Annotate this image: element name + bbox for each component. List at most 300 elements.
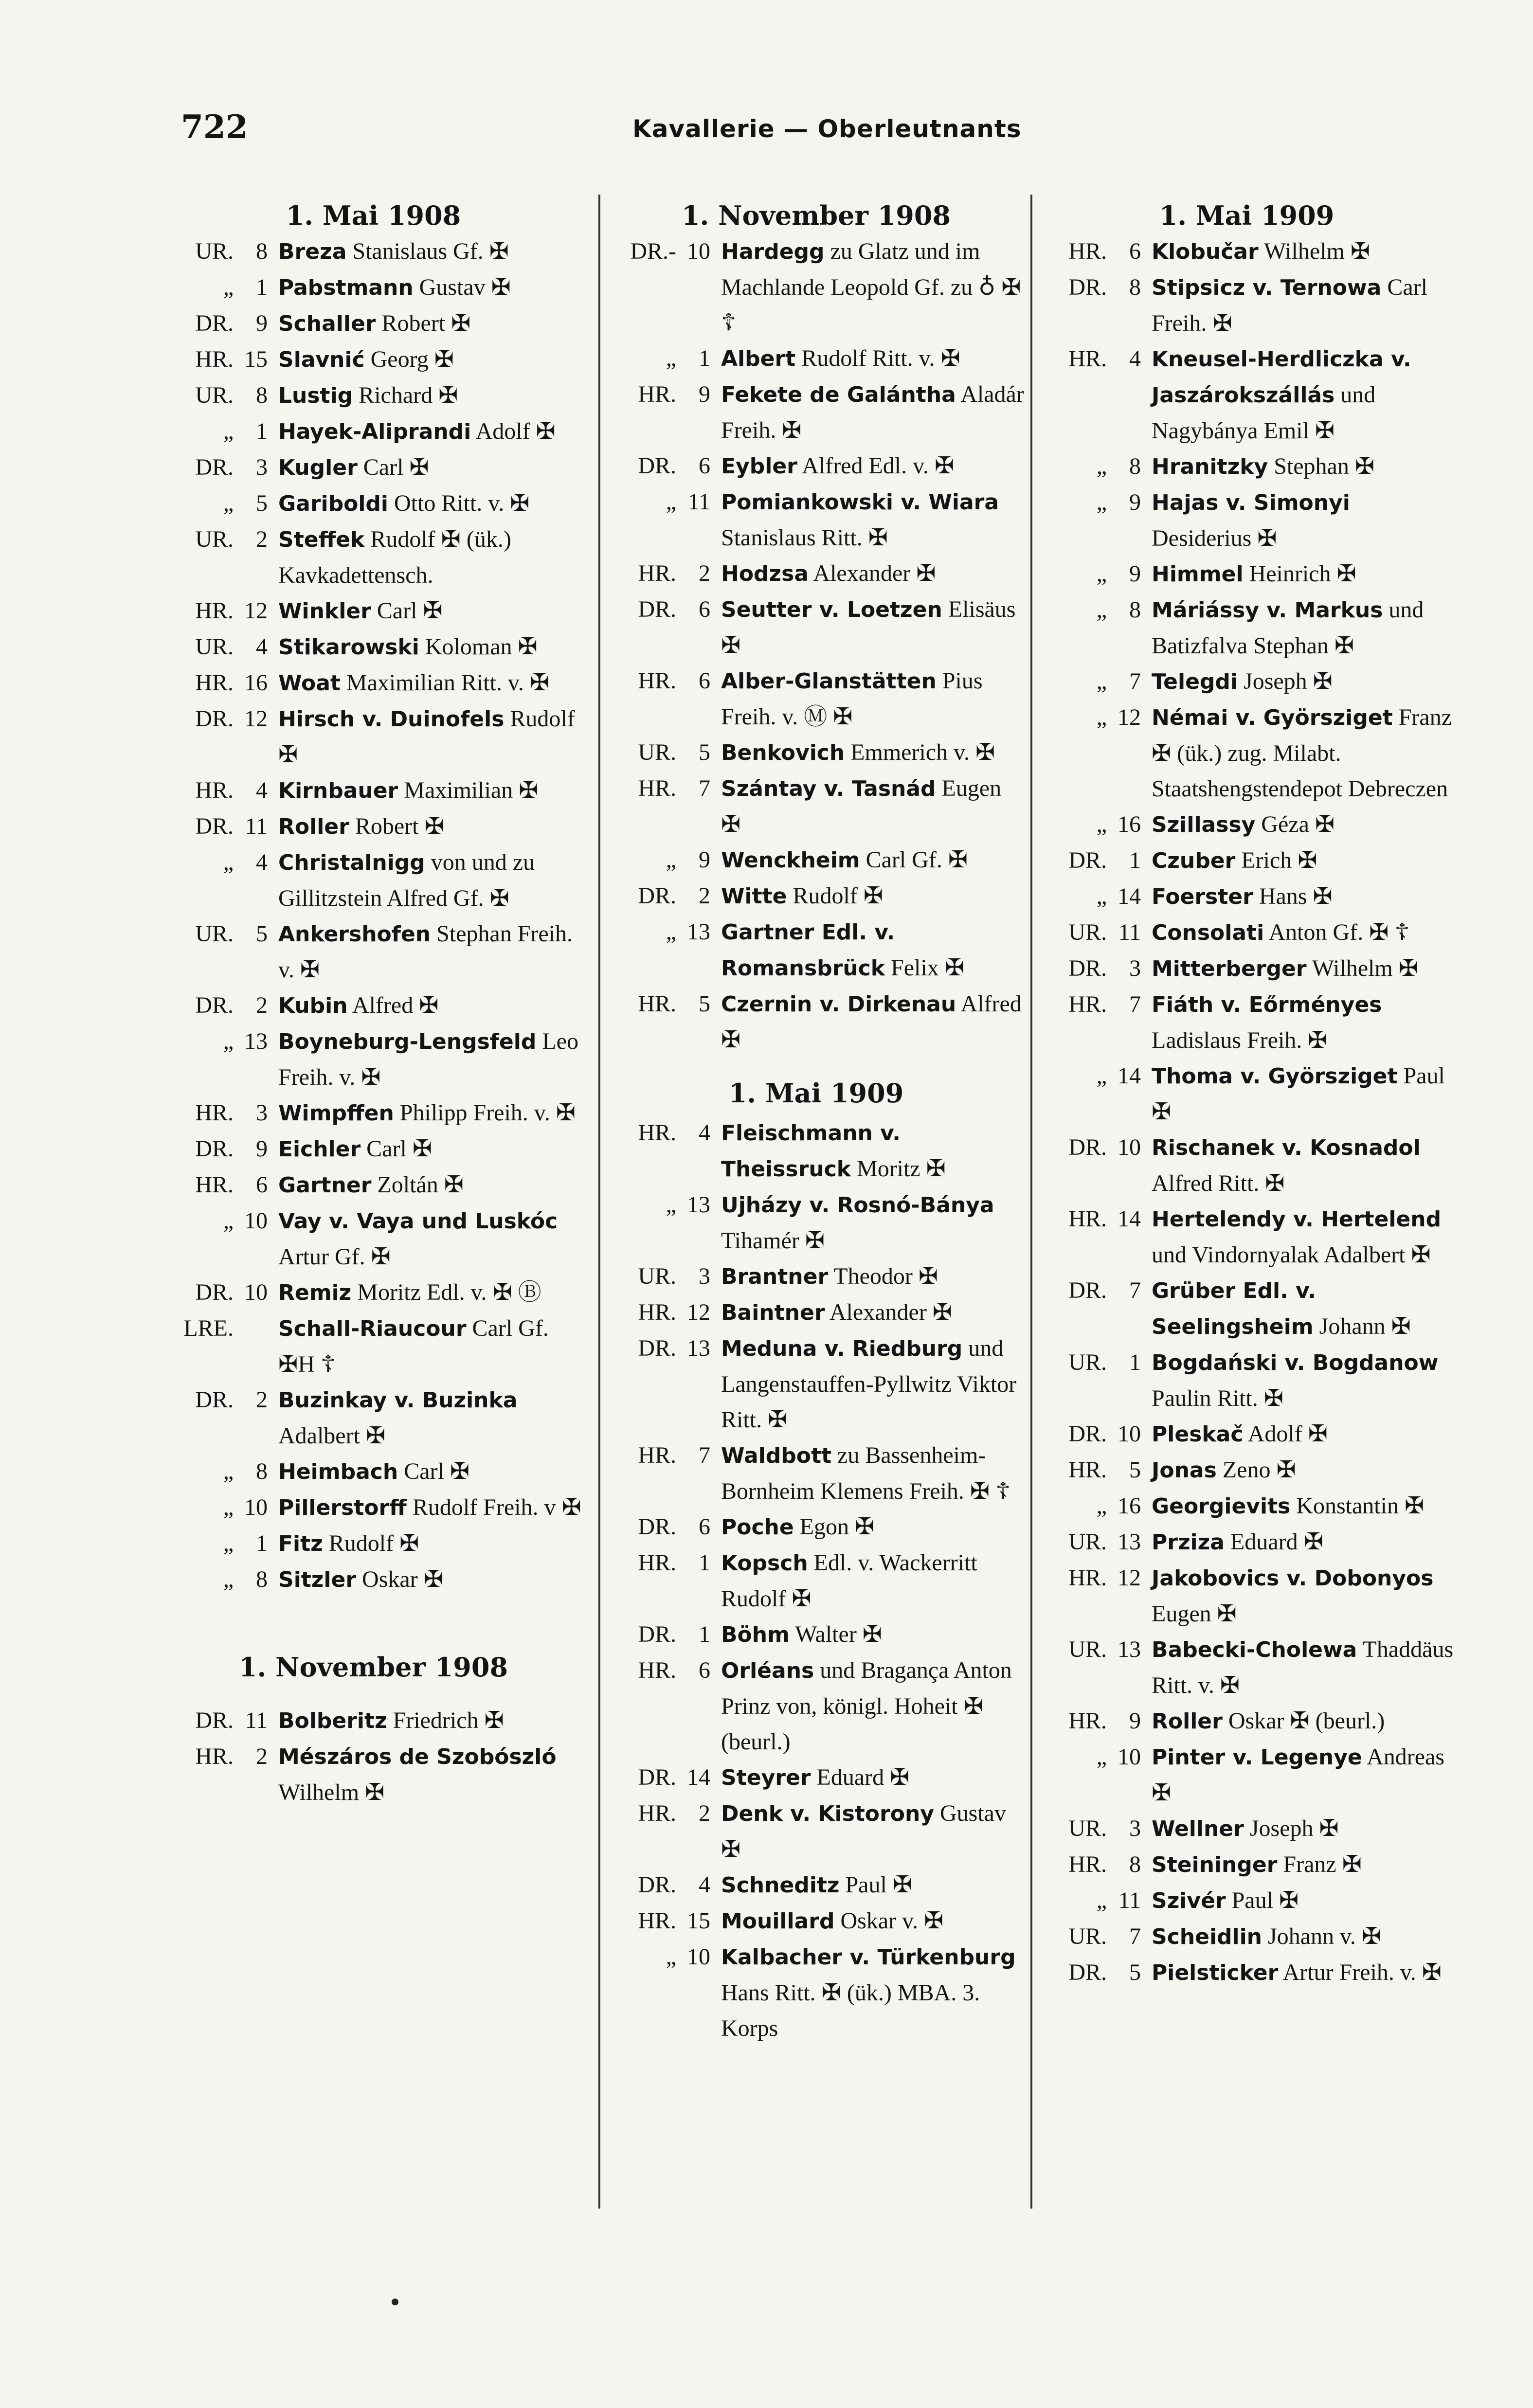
surname: Remiz — [278, 1280, 352, 1305]
regiment-number: 10 — [687, 238, 710, 264]
name-details: Walter ✠ — [789, 1621, 883, 1647]
officer-name — [268, 1275, 581, 1311]
surname: Szivér — [1152, 1888, 1226, 1913]
list-item — [165, 1490, 581, 1526]
regiment-type: HR. — [1068, 1708, 1107, 1734]
list-item — [1039, 843, 1455, 879]
name-details: Oskar v. ✠ — [834, 1908, 944, 1934]
regiment-type: „ — [1096, 1744, 1107, 1770]
list-item — [1039, 664, 1455, 700]
regiment-number: 12 — [244, 598, 268, 624]
officer-name — [268, 521, 581, 593]
regiment-number: 1 — [1129, 1349, 1141, 1375]
officer-name — [710, 663, 1024, 735]
surname: Máriássy v. Markus — [1152, 598, 1383, 623]
name-details: und Bragança Anton Prinz von, königl. Hoheit ✠ (beurl.) — [721, 1657, 1012, 1755]
list-item — [165, 1703, 581, 1739]
officer-name — [1141, 1488, 1455, 1524]
surname: Kugler — [278, 455, 358, 480]
surname: Ujházy v. Rosnó-Bánya — [721, 1193, 994, 1218]
name-details: Zoltán ✠ — [371, 1172, 464, 1198]
surname: Eichler — [278, 1137, 361, 1162]
officer-name — [268, 916, 581, 988]
regiment-type: UR. — [1068, 1636, 1107, 1662]
list-item — [1039, 1345, 1455, 1416]
name-details: Géza ✠ — [1255, 811, 1335, 837]
officer-name — [1141, 1703, 1455, 1739]
regiment-number: 6 — [699, 1657, 710, 1683]
name-details: Thaddäus Ritt. v. ✠ — [1152, 1636, 1454, 1698]
name-details: Rudolf Freih. v ✠ — [406, 1494, 581, 1520]
regiment-number: 8 — [256, 238, 268, 264]
regiment-type: UR. — [195, 921, 234, 947]
regiment-type: DR. — [195, 706, 234, 732]
name-details: Stephan ✠ — [1268, 453, 1375, 479]
regiment-type: HR. — [1068, 346, 1107, 372]
regiment-number: 2 — [699, 1800, 710, 1826]
regiment-number: 14 — [1118, 1063, 1141, 1089]
name-details: Gustav ✠ — [413, 274, 511, 300]
officer-name — [1141, 1847, 1455, 1883]
regiment-type: DR. — [195, 1136, 234, 1162]
surname: Bolberitz — [278, 1708, 387, 1733]
officer-name — [268, 1490, 581, 1526]
regiment-type: „ — [223, 849, 234, 875]
list-item — [165, 449, 581, 485]
name-details: Desiderius ✠ — [1152, 525, 1277, 551]
name-details: und Batizfalva Stephan ✠ — [1152, 597, 1424, 659]
name-details: Rudolf ✠ — [323, 1530, 419, 1556]
surname: Wenckheim — [721, 848, 860, 873]
regiment-type: DR. — [195, 1387, 234, 1413]
list-item — [1039, 270, 1455, 341]
regiment-number: 7 — [1129, 668, 1141, 694]
officer-name — [1141, 449, 1455, 485]
officer-name — [1141, 700, 1455, 807]
regiment-number: 7 — [699, 775, 710, 801]
officer-name — [268, 988, 581, 1024]
name-details: Heinrich ✠ — [1243, 561, 1356, 587]
list-item — [608, 1617, 1024, 1653]
officer-name — [1141, 556, 1455, 592]
officer-name — [268, 1131, 581, 1167]
regiment-type: DR. — [195, 992, 234, 1018]
regiment-number: 16 — [1118, 811, 1141, 837]
list-item — [608, 1509, 1024, 1545]
regiment-type: DR. — [1068, 847, 1107, 873]
regiment-number: 8 — [1129, 597, 1141, 623]
name-details: Carl ✠ — [371, 598, 443, 624]
list-item — [165, 1382, 581, 1454]
name-details: zu Glatz und im Machlande Leopold Gf. zu ♁ ✠ ☦ — [721, 238, 1021, 336]
list-item — [1039, 987, 1455, 1058]
name-details: Paul ✠ — [839, 1872, 913, 1898]
officer-name — [710, 448, 1024, 484]
regiment-type: HR. — [195, 1743, 234, 1769]
list-item — [608, 1653, 1024, 1760]
regiment-type: „ — [1096, 597, 1107, 623]
officer-name — [710, 1939, 1024, 2046]
list-item — [165, 485, 581, 521]
regiment-number: 9 — [1129, 561, 1141, 587]
surname: Stikarowski — [278, 635, 419, 660]
name-details: Gustav ✠ — [721, 1800, 1006, 1862]
regiment-type: „ — [1096, 1887, 1107, 1913]
name-details: Alfred Edl. v. ✠ — [797, 453, 955, 479]
regiment-type: DR. — [638, 1621, 676, 1647]
surname: Kneusel-Herdliczka v. Jaszárokszállás — [1152, 347, 1411, 408]
surname: Seutter v. Loetzen — [721, 597, 942, 622]
surname: Georgievits — [1152, 1494, 1291, 1519]
regiment-number: 3 — [699, 1263, 710, 1289]
name-details: Paul ✠ — [1152, 1063, 1445, 1125]
officer-name — [710, 914, 1024, 986]
name-details: Johann v. ✠ — [1262, 1923, 1382, 1949]
officer-name — [268, 1311, 581, 1382]
name-details: Wilhelm ✠ — [1258, 238, 1371, 264]
name-details: Georg ✠ — [364, 346, 454, 372]
surname: Hodzsa — [721, 561, 809, 586]
officer-name — [268, 809, 581, 845]
surname: Fitz — [278, 1531, 323, 1556]
officer-name — [710, 1867, 1024, 1903]
regiment-type: „ — [223, 1566, 234, 1592]
regiment-number: 10 — [1118, 1744, 1141, 1770]
officer-name — [268, 1562, 581, 1598]
name-details: Alexander ✠ — [825, 1299, 953, 1325]
regiment-number: 5 — [699, 991, 710, 1017]
surname: Albert — [721, 346, 796, 371]
name-details: Joseph ✠ — [1244, 1815, 1339, 1841]
name-details: Elisäus ✠ — [721, 596, 1016, 658]
regiment-number: 2 — [256, 1743, 268, 1769]
list-item — [1039, 807, 1455, 843]
officer-name — [710, 1509, 1024, 1545]
regiment-number: 13 — [687, 919, 710, 945]
list-item — [1039, 1811, 1455, 1847]
regiment-number: 11 — [1118, 919, 1141, 945]
name-details: Carl ✠ — [361, 1136, 433, 1162]
regiment-number: 9 — [256, 310, 268, 336]
regiment-type: DR. — [638, 596, 676, 622]
list-item — [165, 809, 581, 845]
officer-name — [1141, 843, 1455, 879]
surname: Kalbacher v. Türkenburg — [721, 1945, 1016, 1970]
name-details: und Vindornyalak Adalbert ✠ — [1152, 1242, 1431, 1268]
regiment-number: 4 — [1129, 346, 1141, 372]
name-details: Oskar ✠ — [356, 1566, 443, 1592]
officer-name — [268, 1526, 581, 1562]
officer-name — [1141, 1739, 1455, 1811]
officer-name — [1141, 341, 1455, 449]
name-details: Adalbert ✠ — [278, 1423, 386, 1449]
name-details: Carl Gf. ✠H ☦ — [278, 1315, 549, 1377]
regiment-type: HR. — [195, 1172, 234, 1198]
regiment-number: 1 — [699, 1621, 710, 1647]
regiment-number: 13 — [1118, 1636, 1141, 1662]
surname: Némai v. Györsziget — [1152, 705, 1393, 730]
list-item — [165, 1203, 581, 1275]
list-item — [165, 305, 581, 341]
officer-name — [268, 341, 581, 377]
regiment-type: DR. — [1068, 274, 1107, 300]
regiment-number: 7 — [1129, 1277, 1141, 1303]
surname: Roller — [278, 814, 349, 839]
regiment-number: 9 — [1129, 489, 1141, 515]
name-details: Erich ✠ — [1235, 847, 1317, 873]
regiment-type: HR. — [1068, 238, 1107, 264]
regiment-type: „ — [1096, 1493, 1107, 1519]
officer-name — [1141, 879, 1455, 915]
name-details: Stanislaus Ritt. ✠ — [721, 525, 888, 551]
surname: Vay v. Vaya und Luskóc — [278, 1209, 558, 1234]
regiment-number: 6 — [1129, 238, 1141, 264]
ink-speck — [392, 2299, 398, 2305]
list-item — [608, 1438, 1024, 1509]
regiment-type: HR. — [638, 668, 676, 694]
regiment-type: UR. — [195, 238, 234, 264]
surname: Waldbott — [721, 1443, 832, 1468]
name-details: und Langenstauffen-Pyllwitz Viktor Ritt. ✠ — [721, 1335, 1017, 1433]
regiment-type: HR. — [195, 777, 234, 803]
name-details: Alexander ✠ — [809, 560, 936, 586]
surname: Pinter v. Legenye — [1152, 1745, 1362, 1770]
regiment-number: 12 — [1118, 1565, 1141, 1591]
list-item — [608, 1903, 1024, 1939]
officer-name — [710, 1294, 1024, 1330]
regiment-number: 3 — [256, 1100, 268, 1126]
list-item — [165, 988, 581, 1024]
regiment-number: 10 — [687, 1944, 710, 1970]
name-details: Eugen ✠ — [721, 775, 1002, 837]
regiment-type: HR. — [638, 560, 676, 586]
list-item — [608, 592, 1024, 663]
surname: Baintner — [721, 1300, 825, 1325]
regiment-number: 11 — [245, 813, 268, 839]
name-details: Paul ✠ — [1226, 1887, 1299, 1913]
regiment-number: 2 — [256, 1387, 268, 1413]
surname: Rischanek v. Kosnadol — [1152, 1135, 1421, 1160]
officer-name — [710, 878, 1024, 914]
name-details: Alfred ✠ — [721, 991, 1022, 1053]
regiment-number: 16 — [244, 670, 268, 696]
regiment-type: „ — [666, 1192, 676, 1218]
name-details: Adolf ✠ — [1243, 1421, 1328, 1447]
regiment-number: 10 — [244, 1494, 268, 1520]
officer-name — [1141, 1130, 1455, 1201]
regiment-number: 1 — [256, 1530, 268, 1556]
name-details: Adolf ✠ — [471, 418, 556, 444]
officer-name — [1141, 1560, 1455, 1632]
officer-name — [710, 1760, 1024, 1796]
regiment-type: HR. — [195, 670, 234, 696]
officer-name — [710, 484, 1024, 556]
regiment-number: 3 — [1129, 955, 1141, 981]
officer-name — [710, 556, 1024, 592]
officer-name — [1141, 1524, 1455, 1560]
surname: Gartner Edl. v. Romansbrück — [721, 920, 895, 981]
list-item — [1039, 1632, 1455, 1703]
list-item — [1039, 1919, 1455, 1955]
name-details: Johann ✠ — [1313, 1313, 1411, 1339]
name-details: Theodor ✠ — [828, 1263, 938, 1289]
officer-name — [710, 771, 1024, 842]
surname: Kirnbauer — [278, 778, 398, 803]
regiment-number: 8 — [256, 1458, 268, 1484]
surname: Kopsch — [721, 1551, 808, 1576]
list-item — [165, 1275, 581, 1311]
surname: Poche — [721, 1515, 794, 1540]
officer-name — [1141, 1452, 1455, 1488]
regiment-number: 13 — [687, 1335, 710, 1361]
regiment-number: 10 — [1118, 1134, 1141, 1160]
surname: Prziza — [1152, 1530, 1225, 1555]
regiment-number: 14 — [687, 1764, 710, 1790]
name-details: Aladár Freih. ✠ — [721, 381, 1024, 443]
column-2 — [608, 195, 1024, 2046]
officer-name — [268, 1382, 581, 1454]
regiment-type: „ — [223, 1208, 234, 1234]
name-details: Leo Freih. v. ✠ — [278, 1028, 578, 1090]
regiment-type: UR. — [638, 739, 676, 765]
officer-name — [1141, 987, 1455, 1058]
name-details: und Nagybánya Emil ✠ — [1152, 382, 1376, 444]
section-heading: 1. Mai 1908 — [286, 200, 461, 231]
regiment-type: HR. — [638, 1800, 676, 1826]
regiment-number: 4 — [256, 849, 268, 875]
officer-name — [710, 986, 1024, 1058]
surname: Czuber — [1152, 848, 1236, 873]
surname: Alber-Glanstätten — [721, 669, 937, 694]
regiment-number: 5 — [256, 921, 268, 947]
regiment-type: HR. — [638, 381, 676, 407]
regiment-number: 7 — [1129, 991, 1141, 1017]
surname: Steyrer — [721, 1765, 811, 1790]
section-heading: 1. November 1908 — [238, 1652, 508, 1683]
list-item — [1039, 1524, 1455, 1560]
name-details: Carl Gf. ✠ — [860, 847, 968, 873]
regiment-number: 2 — [699, 560, 710, 586]
list-item — [1039, 1560, 1455, 1632]
list-item — [608, 663, 1024, 735]
surname: Kubin — [278, 993, 348, 1018]
surname: Hayek-Aliprandi — [278, 419, 471, 444]
surname: Mitterberger — [1152, 956, 1307, 981]
regiment-number: 9 — [699, 381, 710, 407]
regiment-number: 9 — [256, 1136, 268, 1162]
name-details: Eduard ✠ — [811, 1764, 910, 1790]
list-item — [608, 377, 1024, 448]
name-details: Tihamér ✠ — [721, 1228, 825, 1254]
list-item — [1039, 234, 1455, 270]
officer-name — [268, 234, 581, 270]
list-item — [165, 1454, 581, 1490]
regiment-number: 8 — [256, 1566, 268, 1592]
surname: Witte — [721, 884, 787, 909]
list-item — [165, 1311, 581, 1382]
officer-name — [710, 1545, 1024, 1617]
name-details: von und zu Gillitzstein Alfred Gf. ✠ — [278, 849, 535, 911]
regiment-type: LRE. — [183, 1315, 234, 1341]
officer-name — [710, 377, 1024, 448]
regiment-type: UR. — [1068, 1529, 1107, 1555]
list-item — [165, 593, 581, 629]
name-details: Franz ✠ — [1277, 1851, 1362, 1877]
list-item — [1039, 485, 1455, 556]
name-details: Andreas ✠ — [1152, 1744, 1445, 1806]
name-details: Felix ✠ — [885, 955, 964, 981]
column-rule — [1030, 195, 1032, 2209]
officer-name — [710, 1617, 1024, 1653]
surname: Denk v. Kistorony — [721, 1801, 934, 1826]
regiment-type: „ — [223, 1494, 234, 1520]
surname: Mészáros de Szobószló — [278, 1744, 557, 1769]
list-item — [1039, 700, 1455, 807]
surname: Bogdański v. Bogdanow — [1152, 1350, 1439, 1375]
officer-name — [268, 629, 581, 665]
regiment-type: HR. — [638, 991, 676, 1017]
regiment-type: HR. — [1068, 1457, 1107, 1483]
surname: Wellner — [1152, 1816, 1244, 1841]
surname: Schneditz — [721, 1873, 840, 1898]
surname: Benkovich — [721, 740, 845, 765]
list-item — [608, 448, 1024, 484]
surname: Hajas v. Simonyi — [1152, 490, 1350, 515]
regiment-type: HR. — [638, 1442, 676, 1468]
regiment-type: „ — [223, 490, 234, 516]
column-1 — [165, 195, 581, 1810]
name-details: Koloman ✠ — [419, 634, 538, 660]
regiment-type: „ — [223, 1530, 234, 1556]
name-details: Robert ✠ — [349, 813, 444, 839]
regiment-type: HR. — [638, 1908, 676, 1934]
surname: Pillerstorff — [278, 1495, 407, 1520]
regiment-number: 6 — [256, 1172, 268, 1198]
name-details: Richard ✠ — [353, 382, 458, 408]
list-item — [1039, 1130, 1455, 1201]
regiment-number: 10 — [1118, 1421, 1141, 1447]
name-details: Eugen ✠ — [1152, 1601, 1237, 1627]
regiment-type: „ — [666, 919, 676, 945]
regiment-type: HR. — [638, 1120, 676, 1146]
officer-name — [268, 845, 581, 916]
surname: Czernin v. Dirkenau — [721, 992, 956, 1017]
list-item — [1039, 951, 1455, 987]
name-details: Anton Gf. ✠ ☦ — [1264, 919, 1410, 945]
regiment-type: „ — [1096, 1063, 1107, 1089]
regiment-type: HR. — [638, 775, 676, 801]
officer-name — [1141, 234, 1455, 270]
name-details: Rudolf ✠ — [787, 883, 884, 909]
surname: Hirsch v. Duinofels — [278, 707, 505, 732]
officer-name — [1141, 915, 1455, 951]
list-item — [1039, 1883, 1455, 1919]
regiment-number: 15 — [687, 1908, 710, 1934]
list-item — [165, 1167, 581, 1203]
list-item — [1039, 1847, 1455, 1883]
officer-name — [268, 485, 581, 521]
running-head: Kavallerie — Oberleutnants — [632, 115, 1022, 143]
regiment-number: 1 — [256, 418, 268, 444]
name-details: Hans Ritt. ✠ (ük.) MBA. 3. Korps — [721, 1980, 980, 2041]
page-number: 722 — [181, 108, 248, 146]
officer-name — [1141, 485, 1455, 556]
name-details: Artur Gf. ✠ — [278, 1244, 391, 1270]
surname: Buzinkay v. Buzinka — [278, 1388, 518, 1413]
name-details: Hans ✠ — [1253, 883, 1333, 909]
name-details: Philipp Freih. v. ✠ — [394, 1100, 576, 1126]
regiment-number: 5 — [699, 739, 710, 765]
